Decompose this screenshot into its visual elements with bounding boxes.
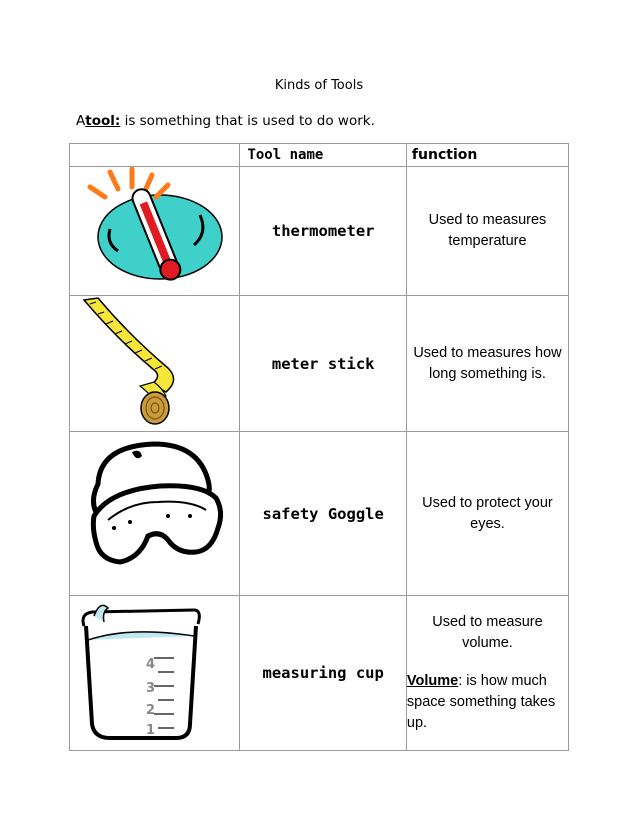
function-measuring-cup-text: Used to measure volume.	[432, 614, 543, 651]
thermometer-picture-cell	[70, 167, 240, 296]
table-row	[70, 296, 569, 432]
svg-text:2: 2	[146, 703, 156, 718]
volume-definition: : is how much space something takes up.	[406, 673, 556, 731]
table-row	[70, 432, 569, 596]
table-row	[70, 596, 569, 751]
definition-text: is something that is used to do work.	[120, 113, 375, 129]
thermometer-icon	[70, 167, 235, 291]
tool-name-measuring-cup: measuring cup	[240, 596, 406, 751]
function-measuring-cup	[406, 596, 568, 751]
tool-definition	[76, 113, 375, 129]
svg-text:3: 3	[146, 681, 156, 696]
definition-term: tool:	[85, 113, 121, 129]
function-safety-goggle: Used to protect your eyes.	[406, 432, 568, 596]
meter-stick-picture-cell	[70, 296, 240, 432]
definition-prefix: A	[76, 113, 86, 129]
svg-text:1: 1	[146, 723, 156, 738]
page-title: Kinds of Tools	[274, 78, 364, 93]
function-thermometer: Used to measures temperature	[406, 167, 568, 296]
table-row	[70, 167, 569, 296]
measuring-cup-picture-cell	[70, 596, 240, 751]
tool-name-safety-goggle: safety Goggle	[240, 432, 406, 596]
measuring-beaker-icon	[70, 596, 235, 746]
table-header-row	[70, 144, 569, 167]
svg-text:4: 4	[146, 657, 156, 672]
header-picture	[70, 144, 240, 167]
tool-name-meter-stick: meter stick	[240, 296, 406, 432]
tool-name-thermometer: thermometer	[240, 167, 406, 296]
header-tool-name: Tool name	[240, 144, 406, 167]
safety-goggles-icon	[70, 432, 235, 591]
header-function: function	[406, 144, 568, 167]
tape-measure-icon	[70, 296, 235, 427]
tools-table	[69, 143, 569, 751]
volume-term: Volume	[406, 673, 459, 689]
safety-goggle-picture-cell	[70, 432, 240, 596]
function-meter-stick: Used to measures how long something is.	[406, 296, 568, 432]
